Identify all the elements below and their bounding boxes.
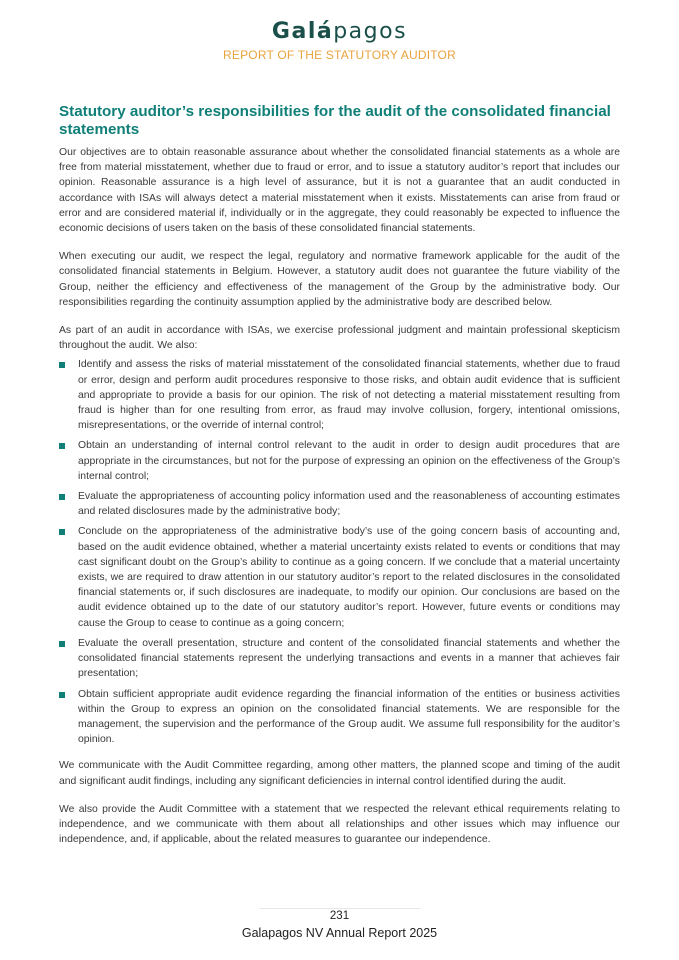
logo-light-text: pagos — [333, 19, 408, 44]
list-item — [59, 438, 620, 484]
section-title: Statutory auditor’s responsibilities for the audit of the consolidated financial statements — [59, 103, 611, 138]
main-content — [59, 103, 620, 860]
logo-bold-text: Galá — [271, 19, 334, 44]
square-bullet-icon — [59, 494, 65, 500]
list-item — [59, 357, 620, 433]
paragraph-independence: We also provide the Audit Committee with a statement that we respected the relevant ethical requirements relating to independence, and we communicate with them about all relationships and other issues which may influence our independence, and, if applicable, about the related measures to guarantee our independence. — [59, 803, 620, 846]
company-logo — [0, 18, 679, 46]
list-item-text: Obtain an understanding of internal control relevant to the audit in order to design audit procedures that are appropriate in the circumstances, but not for the purpose of expressing an opinion on the effectiveness of the Group’s internal control; — [78, 440, 620, 482]
list-item — [59, 636, 620, 682]
square-bullet-icon — [59, 641, 65, 647]
responsibilities-list — [59, 357, 620, 747]
list-item — [59, 687, 620, 748]
paragraph-communication: We communicate with the Audit Committee regarding, among other matters, the planned scope and timing of the audit and significant audit findings, including any significant deficiencies in internal control identified during the audit. — [59, 760, 620, 787]
square-bullet-icon — [59, 692, 65, 698]
page-footer — [0, 908, 679, 940]
list-item-text: Evaluate the appropriateness of accounting policy information used and the reasonableness of accounting estimates and related disclosures made by the administrative body; — [78, 491, 620, 518]
list-item-text: Identify and assess the risks of material misstatement of the consolidated financial statements, whether due to fraud or error, design and perform audit procedures responsive to those risks, and obtain audit evidence that is sufficient and appropriate to provide a basis for our opinion. The risk of not detecting a material misstatement resulting from fraud is higher than for one resulting from error, as fraud may involve collusion, forgery, intentional omissions, misrepresentations, or the override of internal control; — [78, 359, 620, 432]
list-item — [59, 489, 620, 519]
paragraph-framework: When executing our audit, we respect the legal, regulatory and normative framework applicable for the audit of the consolidated financial statements in Belgium. However, a statutory audit does not guarantee the future viability of the Group, neither the efficiency and effectiveness of the management of the Group by the administrative body. Our responsibilities regarding the continuity assumption applied by the administrative body are described below. — [59, 251, 620, 308]
list-item-text: Obtain sufficient appropriate audit evidence regarding the financial information of the entities or business activities within the Group to express an opinion on the consolidated financial statements. We are responsible for the management, the supervision and the performance of the Group audit. We assume full responsibility for the auditor’s opinion. — [78, 688, 620, 746]
paragraph-objectives: Our objectives are to obtain reasonable assurance about whether the consolidated financial statements as a whole are free from material misstatement, whether due to fraud or error, and to issue a statutory auditor’s report that includes our opinion. Reasonable assurance is a high level of assurance, but it is not a guarantee that an audit conducted in accordance with ISAs will always detect a material misstatement when it exists. Misstatements can arise from fraud or error and are considered material if, individually or in the aggregate, they could reasonably be expected to influence the economic decisions of users taken on the basis of these consolidated financial statements. — [59, 147, 620, 235]
square-bullet-icon — [59, 443, 65, 449]
page-header — [0, 18, 679, 62]
list-item — [59, 524, 620, 630]
report-name: Galapagos NV Annual Report 2025 — [241, 926, 438, 940]
paragraph-isa-intro: As part of an audit in accordance with ISAs, we exercise professional judgment and maintain professional skepticism throughout the audit. We also: — [59, 325, 620, 352]
page-number: 231 — [329, 910, 350, 922]
list-item-text: Evaluate the overall presentation, structure and content of the consolidated financial statements and whether the consolidated financial statements represent the underlying transactions and events in a manner that achieves fair presentation; — [78, 637, 620, 680]
list-item-text: Conclude on the appropriateness of the administrative body’s use of the going concern basis of accounting and, based on the audit evidence obtained, whether a material uncertainty exists related to events or conditions that may cast significant doubt on the Group’s ability to continue as a going concern. If we conclude that a material uncertainty exists, we are required to draw attention in our statutory auditor’s report to the related disclosures in the consolidated financial statements or, if such disclosures are inadequate, to modify our opinion. Our conclusions are based on the audit evidence obtained up to the date of our statutory auditor’s report. However, future events or conditions may cause the Group to cease to continue as a going concern; — [78, 526, 620, 629]
square-bullet-icon — [59, 529, 65, 535]
report-subtitle: REPORT OF THE STATUTORY AUDITOR — [223, 48, 456, 62]
square-bullet-icon — [59, 362, 65, 368]
